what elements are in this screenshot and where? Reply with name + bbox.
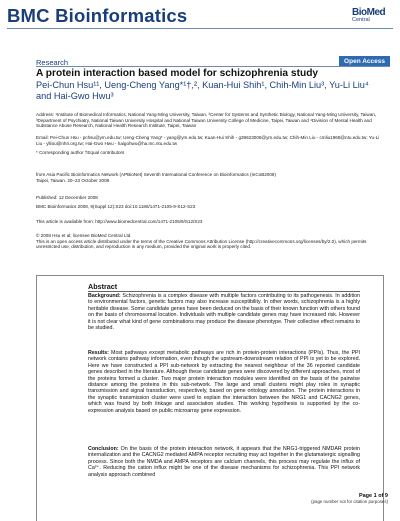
section-label: Research bbox=[36, 58, 69, 67]
background-text: Schizophrenia is a complex disease with multiple factors contributing to its pathogenesis. In addition to environmental factors, genetic factors may also increase susceptibility. In other words, schizophrenia is a highly heritable disease. Some candidate genes have been deduced on the basis of their known function with others found on the basis of chromosomal location. Individuals with multiple candidate genes may have increased risk. However it is not clear what kind of gene combinations may produce the disease phenotype. Their collective effect remains to be studied. bbox=[88, 293, 360, 332]
logo-mark: BioMed bbox=[352, 7, 386, 18]
paper-title: A protein interaction based model for schizophrenia study bbox=[36, 68, 319, 79]
biomed-central-logo bbox=[352, 7, 390, 27]
abstract-results bbox=[88, 350, 360, 414]
abstract-rule bbox=[88, 291, 360, 292]
header-rule bbox=[7, 28, 393, 29]
page-number-note: (page number not for citation purposes) bbox=[311, 499, 388, 504]
author-list: Pei-Chun Hsu¹¹, Ueng-Cheng Yang*¹†,², Kuan-Hui Shih¹, Chih-Min Liu³, Yu-Li Liu⁴ and Hai-Gwo Hwu³ bbox=[36, 80, 369, 101]
page-number-label: Page 1 of 9 bbox=[358, 493, 388, 499]
published-date: Published: 12 December 2008 bbox=[36, 195, 98, 200]
abstract-background bbox=[88, 293, 360, 331]
abstract-conclusion bbox=[88, 446, 360, 478]
results-text: Most pathways except metabolic pathways are rich in protein-protein interactions (PPIs). Thus, the PPI network contains pathway information, even though the upstream-downstream relation of PPI is yet to be explored. Here we have constructed a PPI sub-network by extracting the nearest neighbour of the 36 reported candidate genes described in the literature. Although these candidate genes were discovered by different approaches, most of the proteins formed a cluster. Two major protein interaction modules were identified on the basis of the pairwise distance among the proteins in this sub-network. The large and small clusters might play roles in synaptic transmission and signal transduction, respectively, based on gene ontology annotation. The protein interactions in the synaptic transmission cluster were used to explain the interaction between the NRG1 and CACNG2 genes, which was found by both linkage and association studies. This working hypothesis is supported by the co-expression analysis based on public microarray gene expression. bbox=[88, 350, 360, 414]
corresponding-note: * Corresponding author †Equal contributors bbox=[36, 150, 125, 155]
article-url: This article is available from: http://www.biomedcentral.com/1471-2105/9/S12/S23 bbox=[36, 219, 203, 224]
abstract-heading: Abstract bbox=[88, 282, 118, 291]
background-label: Background: bbox=[88, 293, 121, 299]
citation-line: BMC Bioinformatics 2008, 9(Suppl 12):S23 doi:10.1186/1471-2105-9-S12-S23 bbox=[36, 204, 196, 209]
email-list: Email: Pei-Chun Hsu - pchsu@ym.edu.tw; Ueng-Cheng Yang* - yang@ym.edu.tw; Kuan-Hui Shih - g39623006@ym.edu.tw; Chih-Min Liu - cmliu1968@ntu.edu.tw; Yu-Li Liu - ylliou@nhri.org.tw; Hai-Gwo Hwu - haigohwu@ha.mc.ntu.edu.tw bbox=[36, 135, 380, 146]
logo-sub: Central bbox=[352, 17, 370, 23]
page-number bbox=[311, 493, 388, 504]
open-access-badge: Open Access bbox=[339, 56, 390, 67]
license-note: © 2008 Hsu et al; licensee BioMed Central Ltd. This is an open access article distributed under the terms of the Creative Commons Attribution License (http://creativecommons.org/licenses/by/2.0), which permits unrestricted use, distribution, and reproduction in any medium, provided the original work is properly cited. bbox=[36, 233, 367, 250]
results-label: Results: bbox=[88, 350, 109, 356]
conclusion-label: Conclusion: bbox=[88, 446, 119, 452]
journal-title: BMC Bioinformatics bbox=[7, 5, 188, 26]
section-rule bbox=[36, 66, 390, 67]
affiliations: Address: ¹Institute of Biomedical Informatics, National Yang-Ming University, Taiwan, ²Center for Systems and Synthetic Biology, National Yang-Ming University, Taiwan, ³Department of Psychiatry, National Taiwan University Hospital and National Taiwan University College of Medicine, Taipei, Taiwan and ⁴Division of Mental Health and Substance Abuse Research, National Health Research Institute, Taipei, Taiwan bbox=[36, 112, 377, 129]
conference-note: from Asia Pacific Bioinformatics Network (APBioNet) Seventh International Conference on Bioinformatics (InCoB2008) Taipei, Taiwan. 20–23 October 2008 bbox=[36, 172, 277, 183]
conclusion-text: On the basis of the protein interaction network, it appears that the NRG1-triggered NMDAR protein internalization and the CACNG2 mediated AMPA receptor recruiting may act together in the glutamatergic signalling process. Since both the NMDA and AMPA receptors are calcium channels, this process may regulate the influx of Ca²⁺. Reducing the cation influx might be one of the disease mechanisms for schizophrenia. This PPI network analysis approach combined bbox=[88, 446, 360, 478]
